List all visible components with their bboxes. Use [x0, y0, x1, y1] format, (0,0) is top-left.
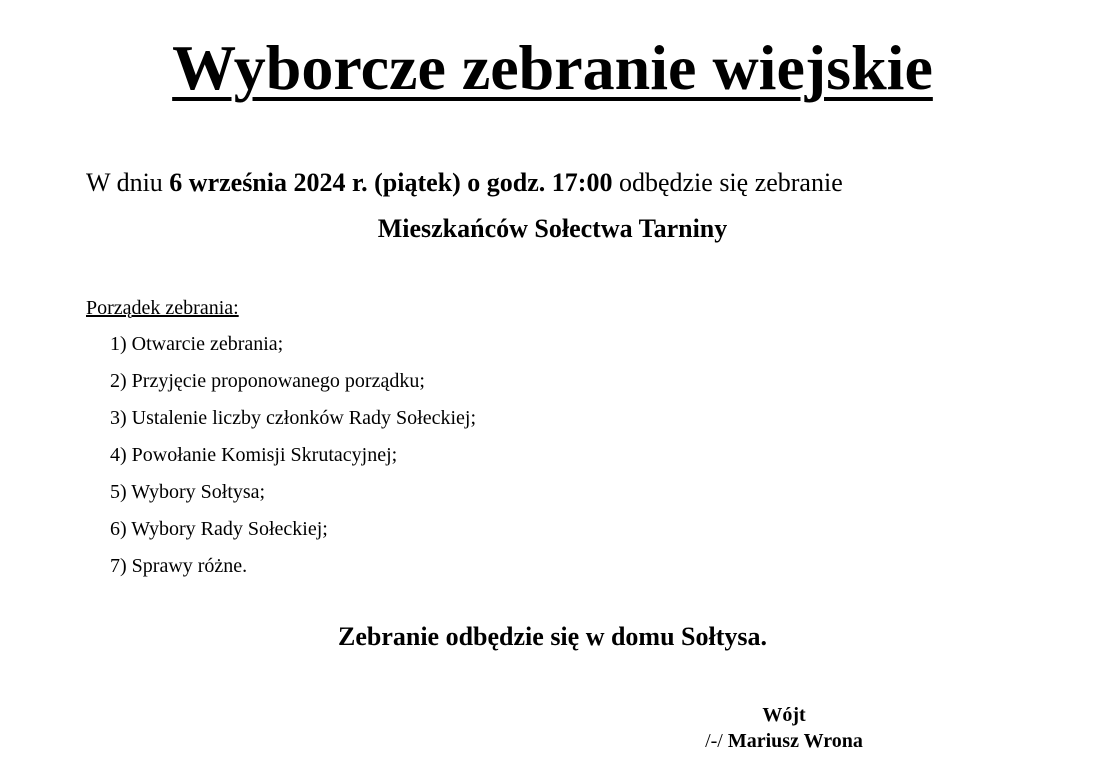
meeting-location: Zebranie odbędzie się w domu Sołtysa.: [337, 622, 768, 651]
signatory-line: [680, 728, 888, 754]
signature-block: [680, 702, 888, 754]
signatory-name: Mariusz Wrona: [727, 730, 863, 752]
meeting-date-time: 6 września 2024 r. (piątek) o godz. 17:00: [169, 168, 613, 197]
residents-line: Mieszkańców Sołectwa Tarniny: [377, 214, 728, 243]
agenda-item: 4) Powołanie Komisji Skrutacyjnej;: [110, 444, 398, 466]
agenda-item: 1) Otwarcie zebrania;: [110, 333, 284, 355]
agenda-list: [110, 331, 476, 590]
meeting-announcement: [86, 166, 843, 200]
signature-prefix: /-/: [705, 730, 728, 752]
agenda-item: 6) Wybory Rady Sołeckiej;: [110, 518, 328, 540]
agenda-item: 7) Sprawy różne.: [110, 555, 248, 577]
agenda-heading: Porządek zebrania:: [86, 297, 239, 319]
announcement-prefix: W dniu: [86, 168, 170, 197]
document-title: [0, 28, 1105, 108]
agenda-item: 2) Przyjęcie proponowanego porządku;: [110, 370, 425, 392]
announcement-suffix: odbędzie się zebranie: [612, 168, 843, 197]
agenda-item: 5) Wybory Sołtysa;: [110, 481, 266, 503]
document-title-text: Wyborcze zebranie wiejskie: [172, 32, 933, 103]
agenda-item: 3) Ustalenie liczby członków Rady Sołeckiej;: [110, 407, 477, 429]
signatory-role: Wójt: [762, 704, 806, 726]
